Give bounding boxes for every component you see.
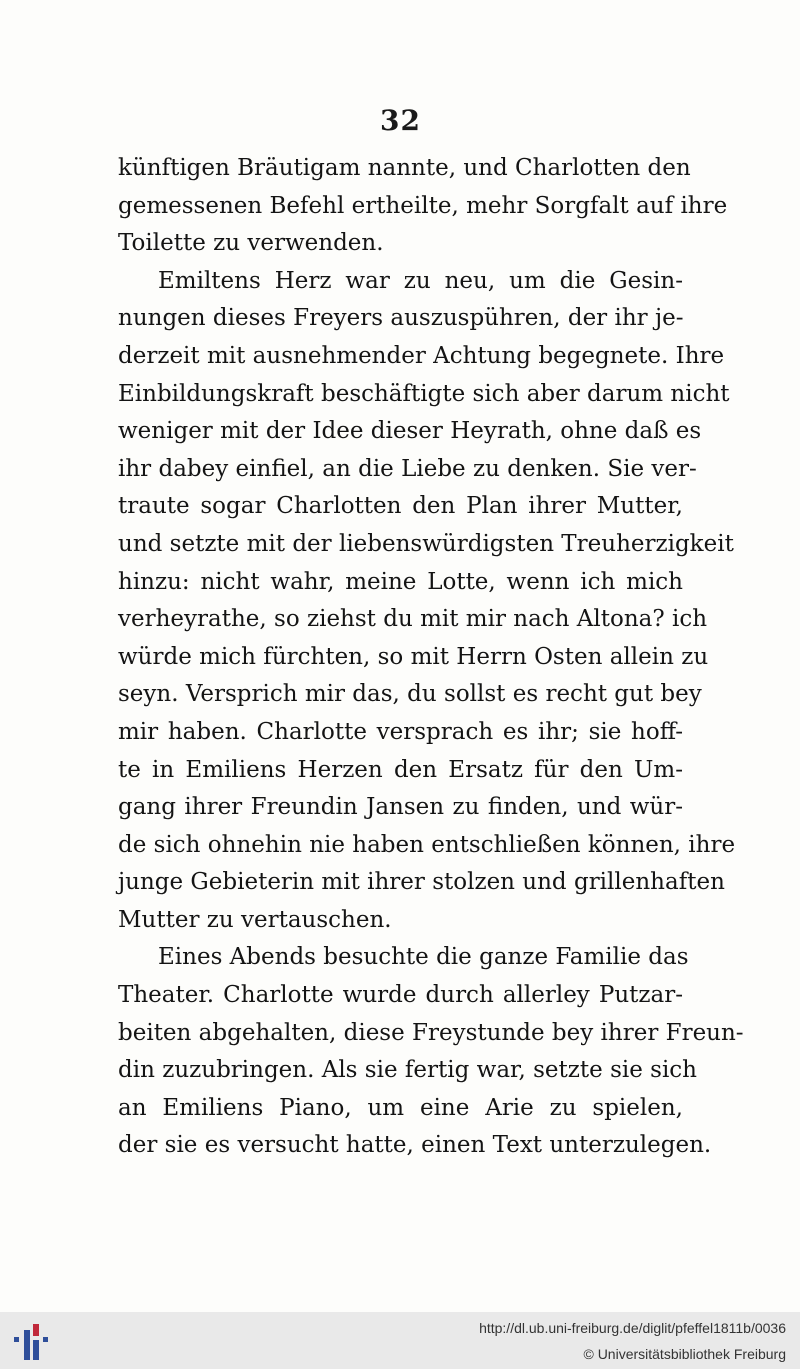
- text-line: Einbildungskraft beschäftigte sich aber darum nicht: [118, 380, 730, 407]
- text-line: Toilette zu verwenden.: [118, 230, 384, 257]
- text-line: weniger mit der Idee dieser Heyrath, ohne daß es: [118, 418, 702, 445]
- page-number: 32: [380, 104, 421, 137]
- text-line: gang ihrer Freundin Jansen zu finden, und wür-: [118, 794, 683, 821]
- text-line: der sie es versucht hatte, einen Text unterzulegen.: [118, 1132, 712, 1159]
- ub-freiburg-logo-icon: [12, 1320, 52, 1362]
- text-line: Emiltens Herz war zu neu, um die Gesin-: [158, 267, 683, 294]
- text-line: an Emiliens Piano, um eine Arie zu spielen,: [118, 1094, 683, 1121]
- text-line: gemessenen Befehl ertheilte, mehr Sorgfalt auf ihre: [118, 192, 728, 219]
- text-line: hinzu: nicht wahr, meine Lotte, wenn ich mich: [118, 568, 683, 595]
- page-url-link[interactable]: http://dl.ub.uni-freiburg.de/diglit/pfeffel1811b/0036: [479, 1320, 786, 1336]
- text-line: Theater. Charlotte wurde durch allerley Putzar-: [118, 982, 683, 1009]
- text-line: de sich ohnehin nie haben entschließen können, ihre: [118, 831, 736, 858]
- text-line: ihr dabey einfiel, an die Liebe zu denken. Sie ver-: [118, 455, 697, 482]
- text-line: beiten abgehalten, diese Freystunde bey ihrer Freun-: [118, 1019, 744, 1046]
- text-line: Eines Abends besuchte die ganze Familie das: [158, 944, 689, 971]
- text-line: und setzte mit der liebenswürdigsten Treuherzigkeit: [118, 530, 734, 557]
- text-line: mir haben. Charlotte versprach es ihr; sie hoff-: [118, 718, 683, 745]
- text-line: derzeit mit ausnehmender Achtung begegnete. Ihre: [118, 342, 725, 369]
- copyright-notice: © Universitätsbibliothek Freiburg: [583, 1346, 786, 1362]
- page-text: [118, 150, 744, 1165]
- text-line: seyn. Versprich mir das, du sollst es recht gut bey: [118, 681, 702, 708]
- text-line: te in Emiliens Herzen den Ersatz für den Um-: [118, 756, 683, 783]
- text-line: din zuzubringen. Als sie fertig war, setzte sie sich: [118, 1057, 697, 1084]
- text-line: Mutter zu vertauschen.: [118, 906, 392, 933]
- text-line: nungen dieses Freyers auszuspühren, der ihr je-: [118, 305, 684, 332]
- text-line: traute sogar Charlotten den Plan ihrer Mutter,: [118, 493, 683, 520]
- text-line: künftigen Bräutigam nannte, und Charlotten den: [118, 155, 691, 181]
- text-line: verheyrathe, so ziehst du mit mir nach Altona? ich: [118, 606, 708, 633]
- text-line: würde mich fürchten, so mit Herrn Osten allein zu: [118, 643, 709, 670]
- footer-bar: [0, 1312, 800, 1369]
- text-line: junge Gebieterin mit ihrer stolzen und grillenhaften: [118, 869, 725, 896]
